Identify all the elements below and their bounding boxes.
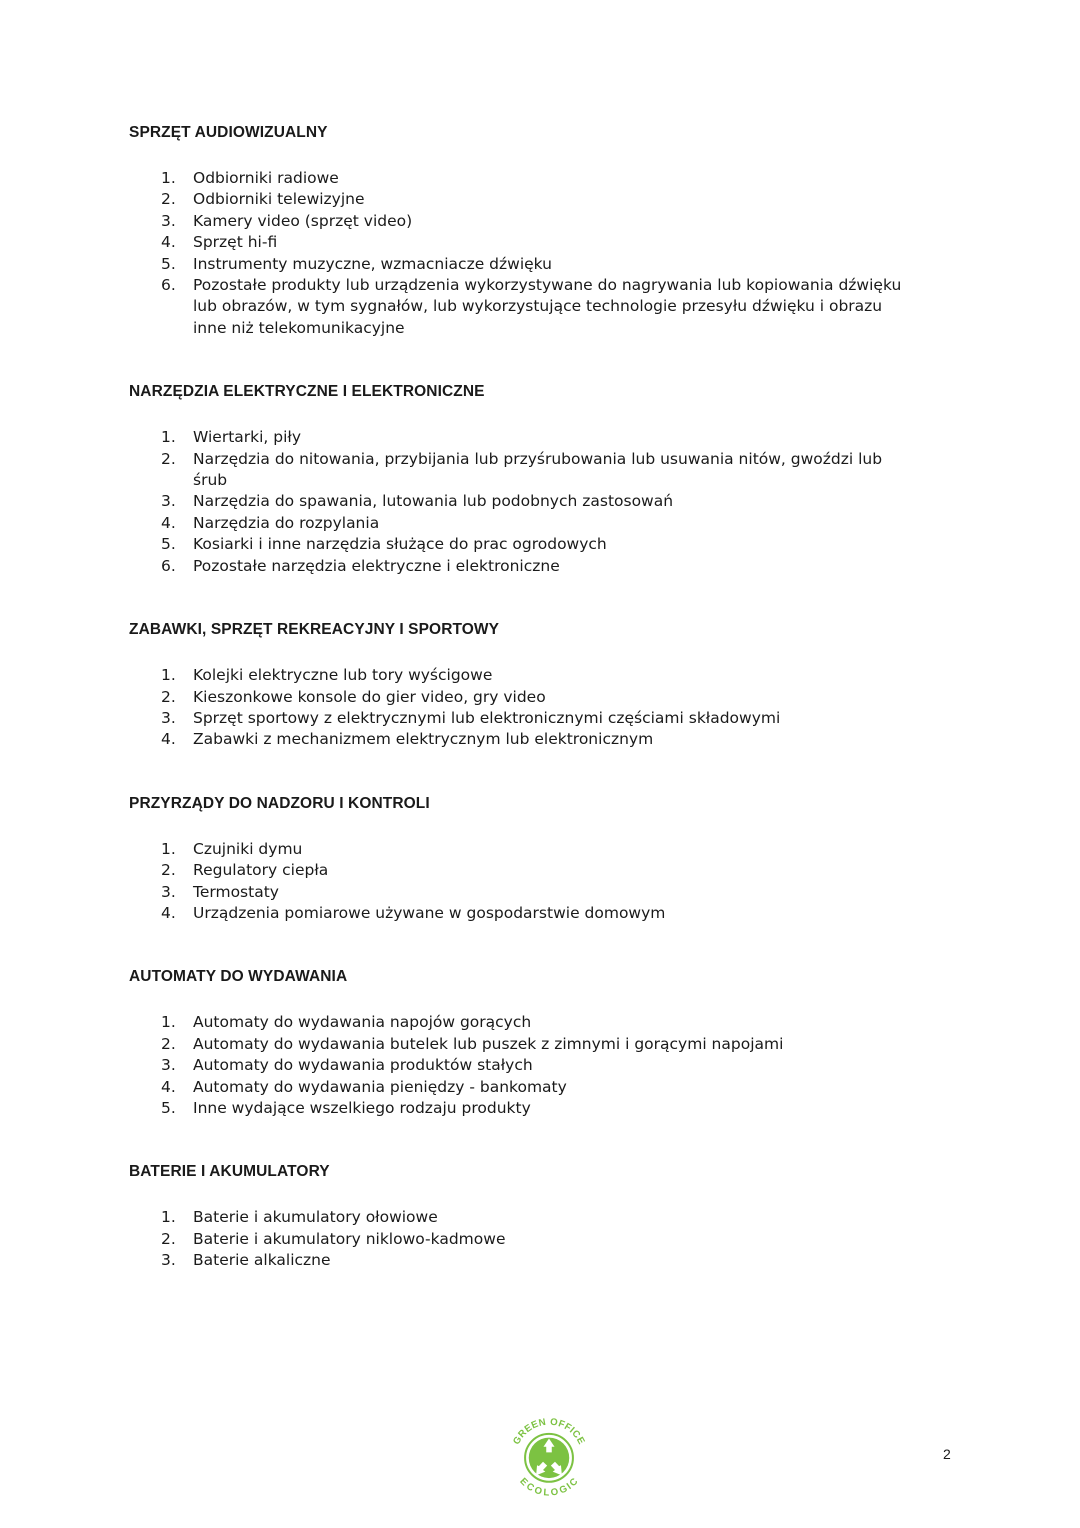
- item-list: [129, 1012, 929, 1119]
- section-heading: BATERIE I AKUMULATORY: [129, 1163, 330, 1181]
- item-text: Odbiorniki telewizyjne: [193, 190, 365, 209]
- item-number: 2.: [161, 190, 176, 209]
- item-number: 3.: [161, 1251, 176, 1270]
- item-text: Baterie i akumulatory ołowiowe: [193, 1208, 438, 1227]
- list-item: [129, 708, 929, 729]
- item-text: Narzędzia do spawania, lutowania lub podobnych zastosowań: [193, 492, 674, 511]
- item-number: 6.: [161, 556, 176, 575]
- item-text: Automaty do wydawania napojów gorących: [193, 1013, 532, 1032]
- item-text: Narzędzia do nitowania, przybijania lub przyśrubowania lub usuwania nitów, gwoździ lub śrub: [193, 449, 883, 490]
- item-text: Sprzęt hi-fi: [193, 233, 278, 252]
- list-item: [129, 903, 929, 924]
- section-batteries: [129, 1161, 929, 1271]
- item-number: 4.: [161, 233, 176, 252]
- section-dispensers: [129, 966, 929, 1119]
- item-number: 2.: [161, 687, 176, 706]
- item-list: [129, 1207, 929, 1271]
- item-text: Automaty do wydawania pieniędzy - bankomaty: [193, 1077, 567, 1096]
- svg-text:ECOLOGIC: [517, 1476, 580, 1499]
- section-heading: PRZYRZĄDY DO NADZORU I KONTROLI: [129, 794, 430, 812]
- list-item: [129, 687, 929, 708]
- section-monitoring: [129, 793, 929, 925]
- item-number: 5.: [161, 1098, 176, 1117]
- item-text: Baterie alkaliczne: [193, 1251, 331, 1270]
- item-number: 2.: [161, 861, 176, 880]
- page-number: 2: [943, 1446, 951, 1462]
- item-number: 2.: [161, 1229, 176, 1248]
- item-text: Sprzęt sportowy z elektrycznymi lub elektronicznymi częściami składowymi: [193, 708, 781, 727]
- list-item: [129, 1229, 929, 1250]
- item-text: Kosiarki i inne narzędzia służące do prac ogrodowych: [193, 535, 607, 554]
- list-item: [129, 189, 929, 210]
- recycle-icon: [529, 1438, 569, 1478]
- list-item: [129, 1055, 929, 1076]
- item-number: 4.: [161, 903, 176, 922]
- item-number: 1.: [161, 1208, 176, 1227]
- item-number: 2.: [161, 449, 176, 468]
- item-text: Zabawki z mechanizmem elektrycznym lub elektronicznym: [193, 730, 654, 749]
- list-item: [129, 1250, 929, 1271]
- item-text: Instrumenty muzyczne, wzmacniacze dźwięku: [193, 254, 552, 273]
- item-text: Czujniki dymu: [193, 839, 303, 858]
- list-item: [129, 275, 929, 339]
- list-item: [129, 534, 929, 555]
- item-number: 3.: [161, 1056, 176, 1075]
- item-text: Kamery video (sprzęt video): [193, 211, 413, 230]
- item-list: [129, 665, 929, 751]
- item-number: 1.: [161, 666, 176, 685]
- section-heading: NARZĘDZIA ELEKTRYCZNE I ELEKTRONICZNE: [129, 383, 485, 401]
- item-text: Inne wydające wszelkiego rodzaju produkty: [193, 1098, 531, 1117]
- item-text: Automaty do wydawania butelek lub puszek z zimnymi i gorącymi napojami: [193, 1034, 784, 1053]
- item-number: 5.: [161, 254, 176, 273]
- list-item: [129, 860, 929, 881]
- item-number: 1.: [161, 839, 176, 858]
- item-text: Urządzenia pomiarowe używane w gospodarstwie domowym: [193, 903, 666, 922]
- section-heading: SPRZĘT AUDIOWIZUALNY: [129, 124, 328, 141]
- list-item: [129, 882, 929, 903]
- list-item: [129, 839, 929, 860]
- list-item: [129, 232, 929, 253]
- item-number: 1.: [161, 428, 176, 447]
- item-text: Automaty do wydawania produktów stałych: [193, 1056, 533, 1075]
- green-office-ecologic-logo: [503, 1410, 595, 1502]
- list-item: [129, 427, 929, 448]
- item-number: 1.: [161, 169, 176, 187]
- item-text: Wiertarki, piły: [193, 428, 302, 447]
- item-text: Pozostałe narzędzia elektryczne i elektroniczne: [193, 556, 560, 575]
- item-number: 6.: [161, 276, 176, 295]
- list-item: [129, 556, 929, 577]
- item-text: Pozostałe produkty lub urządzenia wykorzystywane do nagrywania lub kopiowania dźwięku lub obrazów, w tym sygnałów, lub wykorzystujące technologie przesyłu dźwięku i obrazu inne niż telekomunikacyjne: [193, 276, 902, 337]
- item-text: Termostaty: [193, 882, 279, 901]
- item-text: Odbiorniki radiowe: [193, 169, 339, 187]
- item-number: 2.: [161, 1034, 176, 1053]
- section-heading: AUTOMATY DO WYDAWANIA: [129, 968, 348, 986]
- list-item: [129, 1207, 929, 1228]
- logo-bottom-text: ECOLOGIC: [517, 1475, 581, 1499]
- list-item: [129, 1034, 929, 1055]
- list-item: [129, 449, 929, 492]
- item-list: [129, 427, 929, 577]
- item-text: Baterie i akumulatory niklowo-kadmowe: [193, 1229, 506, 1248]
- item-number: 5.: [161, 535, 176, 554]
- item-text: Regulatory ciepła: [193, 861, 329, 880]
- list-item: [129, 513, 929, 534]
- list-item: [129, 1012, 929, 1033]
- list-item: [129, 211, 929, 232]
- list-item: [129, 491, 929, 512]
- item-number: 3.: [161, 211, 176, 230]
- item-number: 4.: [161, 730, 176, 749]
- section-toys-sports: [129, 619, 929, 751]
- item-text: Kolejki elektryczne lub tory wyścigowe: [193, 666, 493, 685]
- list-item: [129, 168, 929, 189]
- item-number: 1.: [161, 1013, 176, 1032]
- logo-top-text: GREEN OFFICE: [511, 1416, 587, 1447]
- list-item: [129, 1098, 929, 1119]
- section-audiovisual: [129, 122, 929, 339]
- item-number: 4.: [161, 1077, 176, 1096]
- document-content: [129, 122, 929, 1272]
- item-text: Kieszonkowe konsole do gier video, gry video: [193, 687, 546, 706]
- item-list: [129, 839, 929, 925]
- item-list: [129, 168, 929, 339]
- item-number: 4.: [161, 513, 176, 532]
- list-item: [129, 254, 929, 275]
- item-number: 3.: [161, 708, 176, 727]
- section-heading: ZABAWKI, SPRZĘT REKREACYJNY I SPORTOWY: [129, 621, 500, 639]
- section-power-tools: [129, 381, 929, 577]
- list-item: [129, 729, 929, 750]
- item-number: 3.: [161, 882, 176, 901]
- list-item: [129, 665, 929, 686]
- list-item: [129, 1077, 929, 1098]
- item-number: 3.: [161, 492, 176, 511]
- item-text: Narzędzia do rozpylania: [193, 513, 380, 532]
